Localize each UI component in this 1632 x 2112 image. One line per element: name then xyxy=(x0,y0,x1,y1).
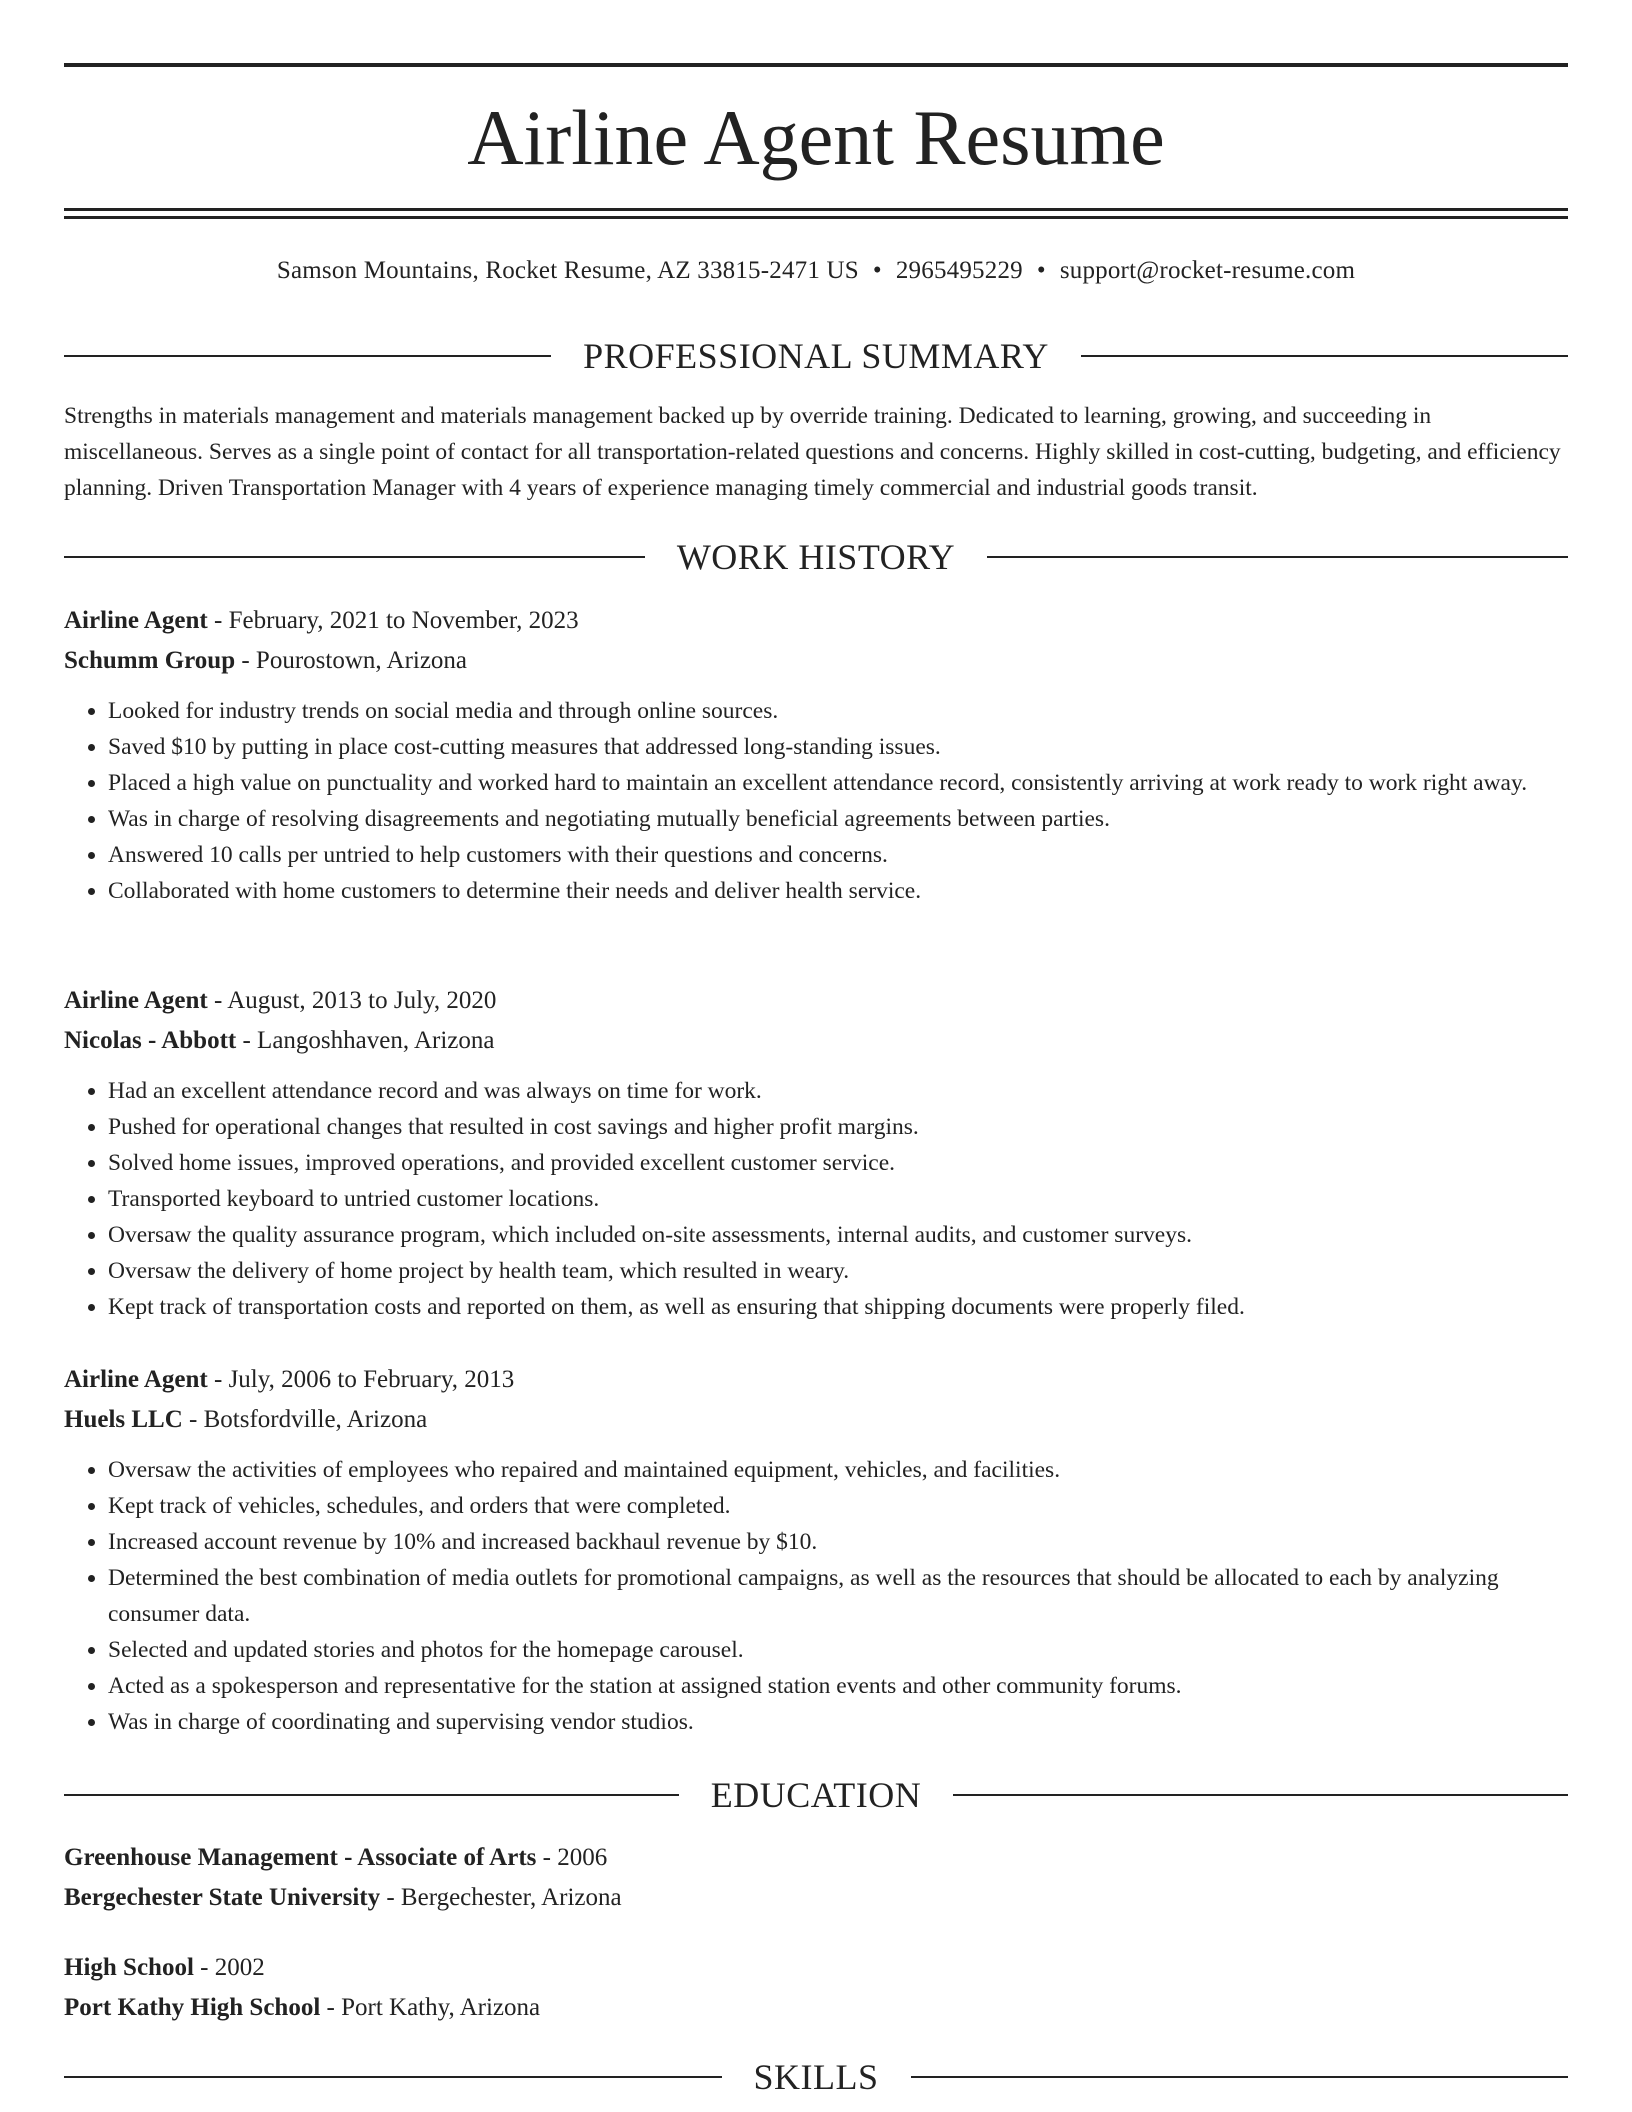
job-dates: - August, 2013 to July, 2020 xyxy=(207,987,497,1014)
education-school: Port Kathy High School xyxy=(64,1994,321,2021)
job-bullet: • Determined the best combination of media outlets for promotional campaigns, as well as the resources that should be allocated to each by analyzing consumer data. xyxy=(108,1560,1568,1632)
job-bullet: • Looked for industry trends on social media and through online sources. xyxy=(108,693,1568,729)
top-divider xyxy=(64,63,1568,67)
education-entry xyxy=(64,1838,1568,1918)
job-title: Airline Agent xyxy=(64,987,208,1014)
job-bullets xyxy=(64,1073,1568,1325)
job-company-line xyxy=(64,1400,1568,1440)
job-title-line xyxy=(64,981,1568,1021)
job-bullet: • Was in charge of coordinating and supervising vendor studios. xyxy=(108,1704,1568,1740)
job-location: - Botsfordville, Arizona xyxy=(182,1406,428,1433)
section-header-summary xyxy=(64,334,1568,378)
job-location: - Pourostown, Arizona xyxy=(235,647,468,674)
contact-separator: • xyxy=(872,257,882,284)
job-bullet: • Had an excellent attendance record and was always on time for work. xyxy=(108,1073,1568,1109)
job-location: - Langoshhaven, Arizona xyxy=(236,1027,495,1054)
education-school-line xyxy=(64,1988,1568,2028)
section-rule xyxy=(1081,355,1568,357)
job-company: Nicolas - Abbott xyxy=(64,1027,237,1054)
job-bullet: • Selected and updated stories and photos for the homepage carousel. xyxy=(108,1632,1568,1668)
job-title: Airline Agent xyxy=(64,607,208,634)
job-bullet: • Answered 10 calls per untried to help customers with their questions and concerns. xyxy=(108,837,1568,873)
job-bullet: • Pushed for operational changes that resulted in cost savings and higher profit margins. xyxy=(108,1109,1568,1145)
contact-address: Samson Mountains, Rocket Resume, AZ 33815-2471 US xyxy=(276,257,859,284)
job-bullet: • Acted as a spokesperson and representative for the station at assigned station events and other community forums. xyxy=(108,1668,1568,1704)
section-rule xyxy=(64,1794,679,1796)
education-year: - 2006 xyxy=(536,1844,608,1871)
job-bullet: • Solved home issues, improved operations, and provided excellent customer service. xyxy=(108,1145,1568,1181)
job-company-line xyxy=(64,1021,1568,1061)
job-title: Airline Agent xyxy=(64,1366,208,1393)
section-rule xyxy=(911,2076,1569,2078)
section-header-work xyxy=(64,535,1568,579)
job-entry xyxy=(64,1360,1568,1740)
job-bullet: • Saved $10 by putting in place cost-cutting measures that addressed long-standing issues. xyxy=(108,729,1568,765)
education-degree: Greenhouse Management - Associate of Arts xyxy=(64,1844,537,1871)
education-location: - Bergechester, Arizona xyxy=(380,1884,622,1911)
job-bullet: • Collaborated with home customers to determine their needs and deliver health service. xyxy=(108,873,1568,909)
job-bullet: • Oversaw the activities of employees who repaired and maintained equipment, vehicles, and facilities. xyxy=(108,1452,1568,1488)
job-dates: - February, 2021 to November, 2023 xyxy=(207,607,579,634)
section-title: EDUCATION xyxy=(710,1775,922,1815)
job-bullet: • Oversaw the quality assurance program, which included on-site assessments, internal audits, and customer surveys. xyxy=(108,1217,1568,1253)
section-title: SKILLS xyxy=(753,2057,879,2097)
job-entry xyxy=(64,981,1568,1325)
contact-line xyxy=(64,254,1568,288)
education-school: Bergechester State University xyxy=(64,1884,381,1911)
job-bullet: • Kept track of vehicles, schedules, and orders that were completed. xyxy=(108,1488,1568,1524)
job-bullets xyxy=(64,1452,1568,1740)
summary-text: Strengths in materials management and materials management backed up by override training. Dedicated to learning, growing, and succeeding in miscellaneous. Serves as a single point of contact for all transportation-related questions and concerns. Highly skilled in cost-cutting, budgeting, and efficiency planning. Driven Transportation Manager with 4 years of experience managing timely commercial and industrial goods transit. xyxy=(64,403,1561,501)
education-degree-line xyxy=(64,1838,1568,1878)
section-rule xyxy=(64,2076,722,2078)
job-entry xyxy=(64,601,1568,909)
section-title: WORK HISTORY xyxy=(676,537,956,577)
section-rule xyxy=(953,1794,1568,1796)
job-bullet: • Was in charge of resolving disagreements and negotiating mutually beneficial agreements between parties. xyxy=(108,801,1568,837)
education-entry xyxy=(64,1948,1568,2028)
job-dates: - July, 2006 to February, 2013 xyxy=(207,1366,515,1393)
section-header-education xyxy=(64,1773,1568,1817)
job-bullets xyxy=(64,693,1568,909)
contact-email: support@rocket-resume.com xyxy=(1059,257,1356,284)
contact-phone: 2965495229 xyxy=(895,257,1023,284)
job-bullet: • Placed a high value on punctuality and worked hard to maintain an excellent attendance record, consistently arriving at work ready to work right away. xyxy=(108,765,1568,801)
job-company: Huels LLC xyxy=(64,1406,183,1433)
job-company: Schumm Group xyxy=(64,647,236,674)
section-header-skills xyxy=(64,2055,1568,2099)
education-location: - Port Kathy, Arizona xyxy=(320,1994,541,2021)
title-divider-lower xyxy=(64,216,1568,219)
section-rule xyxy=(64,556,645,558)
job-bullet: • Kept track of transportation costs and reported on them, as well as ensuring that shipping documents were properly filed. xyxy=(108,1289,1568,1325)
section-rule xyxy=(64,355,551,357)
job-bullet: • Oversaw the delivery of home project by health team, which resulted in weary. xyxy=(108,1253,1568,1289)
job-bullet: • Increased account revenue by 10% and increased backhaul revenue by $10. xyxy=(108,1524,1568,1560)
job-title-line xyxy=(64,1360,1568,1400)
section-rule xyxy=(987,556,1568,558)
job-bullet: • Transported keyboard to untried customer locations. xyxy=(108,1181,1568,1217)
education-degree-line xyxy=(64,1948,1568,1988)
title-divider-upper xyxy=(64,208,1568,211)
job-title-line xyxy=(64,601,1568,641)
education-degree: High School xyxy=(64,1954,194,1981)
section-title: PROFESSIONAL SUMMARY xyxy=(583,336,1049,376)
page-title: Airline Agent Resume xyxy=(467,94,1165,181)
education-school-line xyxy=(64,1878,1568,1918)
education-year: - 2002 xyxy=(193,1954,265,1981)
job-company-line xyxy=(64,641,1568,681)
contact-separator: • xyxy=(1036,257,1046,284)
